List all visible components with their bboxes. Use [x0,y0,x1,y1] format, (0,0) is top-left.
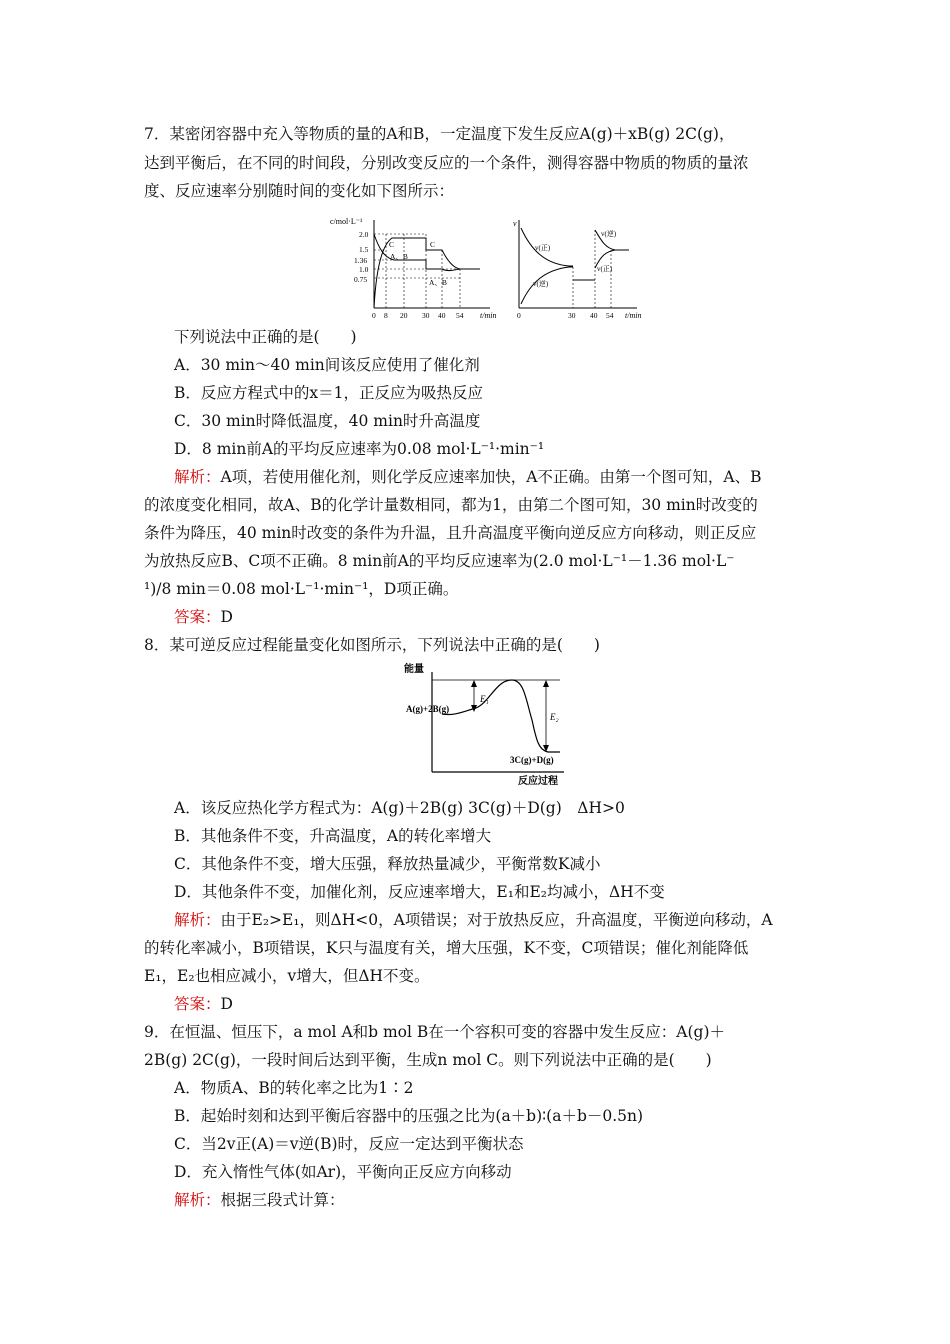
fig1-xtick: 0 [372,311,376,320]
q7-answer-value: D [220,608,233,626]
q7-answer [0,607,950,627]
fig1-xtick: 30 [422,311,430,320]
q8-analysis-line-1 [0,910,950,930]
fig1-xtick: 8 [384,311,388,320]
fig3-e1: E₁ [480,694,489,704]
q8-option-a: A．该反应热化学方程式为：A(g)＋2B(g) 3C(g)＋D(g) ΔH>0 [174,799,625,817]
fig1-xtick: 54 [456,311,464,320]
q9-analysis-text: 根据三段式计算： [220,1191,345,1209]
energy-diagram [400,660,580,786]
fig3-xlabel: 反应过程 [518,776,558,786]
q7-analysis-line-5: ¹)/8 min＝0.08 mol·L⁻¹·min⁻¹，D项正确。 [144,580,459,598]
q9-analysis-line-1 [0,1190,950,1210]
answer-label: 答案： [174,608,221,626]
fig1-ytick: 1.0 [359,265,369,274]
q8-option-b: B．其他条件不变，升高温度，A的转化率增大 [174,827,492,845]
q8-analysis-line-2: 的转化率减小，B项错误，K只与温度有关，增大压强，K不变，C项错误；催化剂能降低 [144,939,749,957]
q7-analysis-text: A项，若使用催化剂，则化学反应速率加快，A不正确。由第一个图可知，A、B [220,468,762,486]
fig1-xtick: 20 [400,311,408,320]
q8-answer [0,994,950,1014]
fig2-xtick: 54 [606,311,614,320]
q7-line-3: 度、反应速率分别随时间的变化如下图所示： [144,182,455,200]
fig3-reactant: A(g)+2B(g) [406,704,450,714]
fig2-xtick: 40 [590,311,598,320]
fig1-label-c: C [430,240,436,249]
fig2-label-v-forward: v(正) [535,244,551,252]
concentration-time-chart [330,210,508,322]
fig1-ylabel: c/mol·L⁻¹ [330,217,363,226]
fig1-xtick: 40 [438,311,446,320]
q7-prompt: 下列说法中正确的是( ) [174,328,357,346]
fig2-xlabel: t/min [625,311,642,320]
fig1-ytick: 2.0 [359,230,369,239]
q7-option-c: C．30 min时降低温度，40 min时升高温度 [174,412,481,430]
q8-option-c: C．其他条件不变，增大压强，释放热量减少，平衡常数K减小 [174,855,601,873]
fig2-label-v-reverse: v(逆) [533,280,549,288]
q9-line-2: 2B(g) 2C(g)，一段时间后达到平衡，生成n mol C。则下列说法中正确的是( ) [144,1051,712,1069]
fig1-label-ab: A、B [429,278,447,287]
q9-option-c: C．当2v正(A)＝v逆(B)时，反应一定达到平衡状态 [174,1135,524,1153]
q9-option-d: D．充入惰性气体(如Ar)，平衡向正反应方向移动 [174,1163,512,1181]
q9-option-a: A．物质A、B的转化率之比为1∶2 [174,1079,414,1097]
q7-analysis-line-4: 为放热反应B、C项不正确。8 min前A的平均反应速率为(2.0 mol·L⁻¹－1.36 mol·L⁻ [144,552,735,570]
q8-option-d: D．其他条件不变，加催化剂，反应速率增大，E₁和E₂均减小，ΔH不变 [174,883,665,901]
answer-label: 答案： [174,995,221,1013]
q7-option-d: D．8 min前A的平均反应速率为0.08 mol·L⁻¹·min⁻¹ [174,440,545,458]
q7-analysis-line-2: 的浓度变化相同，故A、B的化学计量数相同，都为1，由第二个图可知，30 min时改变的 [144,496,758,514]
q8-analysis-line-3: E₁，E₂也相应减小，v增大，但ΔH不变。 [144,967,430,985]
analysis-label: 解析： [174,1191,221,1209]
fig1-ytick: 1.36 [354,256,368,265]
q9-option-b: B．起始时刻和达到平衡后容器中的压强之比为(a＋b)∶(a＋b－0.5n) [174,1107,644,1125]
q7-analysis-line-1 [0,467,950,487]
fig3-product: 3C(g)+D(g) [510,755,554,765]
q7-line-1: 7．某密闭容器中充入等物质的量的A和B，一定温度下发生反应A(g)＋xB(g) 2C(g)， [144,125,735,143]
q8-line-1: 8．某可逆反应过程能量变化如图所示，下列说法中正确的是( ) [144,636,600,654]
fig2-ylabel: v [513,219,517,228]
fig3-e2: E₂ [550,712,559,722]
q7-line-2: 达到平衡后，在不同的时间段，分别改变反应的一个条件，测得容器中物质的物质的量浓 [144,154,749,172]
analysis-label: 解析： [174,468,221,486]
rate-time-chart [505,210,655,322]
fig1-ytick: 0.75 [354,275,368,284]
q8-answer-value: D [220,995,233,1013]
q7-option-a: A．30 min～40 min间该反应使用了催化剂 [174,356,480,374]
fig2-label-v-reverse: v(逆) [601,230,617,238]
fig2-xtick: 30 [568,311,576,320]
fig1-label-c: C [389,240,395,249]
fig1-label-ab: A、B [390,252,408,261]
q7-analysis-line-3: 条件为降压，40 min时改变的条件为升温，且升高温度平衡向逆反应方向移动，则正反应 [144,524,757,542]
fig1-xlabel: t/min [480,311,497,320]
analysis-label: 解析： [174,911,221,929]
fig1-ytick: 1.5 [359,245,369,254]
fig3-ylabel: 能量 [404,664,424,675]
q9-line-1: 9．在恒温、恒压下，a mol A和b mol B在一个容积可变的容器中发生反应：A(g)＋ [144,1023,726,1041]
q7-option-b: B．反应方程式中的x＝1，正反应为吸热反应 [174,384,483,402]
fig2-xtick: 0 [517,311,521,320]
q8-analysis-text: 由于E₂>E₁，则ΔH<0，A项错误；对于放热反应，升高温度，平衡逆向移动，A [220,911,773,929]
fig2-label-v-forward: v(正) [597,265,613,273]
